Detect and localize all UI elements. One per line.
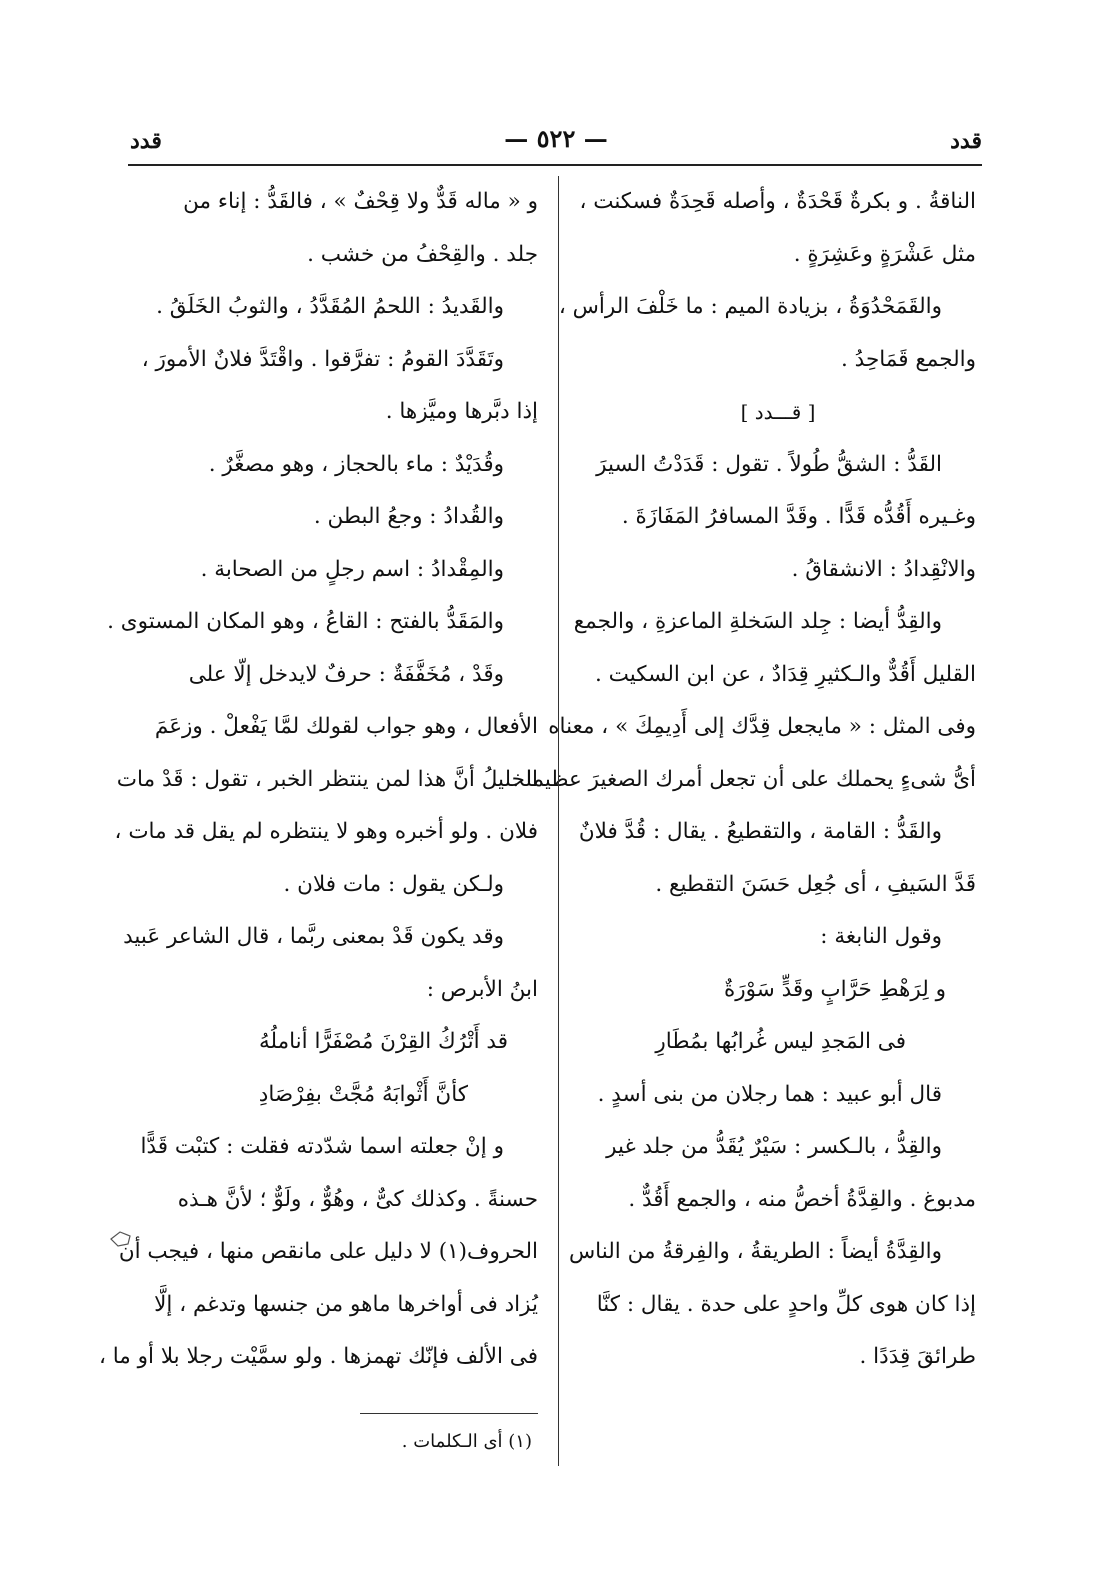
- text-line: والمَقَدُّ بالفتح : القاعُ ، وهو المكان المستوى .: [107, 609, 504, 634]
- text-line: أىُّ شىءٍ يحملك على أن تجعل أمرك الصغيرَ عظيما .: [512, 766, 976, 792]
- text-line: مدبوغ . والقِدَّةُ أخصُّ منه ، والجمع أَقُدٌّ .: [628, 1186, 976, 1212]
- footnote-text: (١) أى الـكلمات .: [401, 1431, 532, 1452]
- verse-line: قد أَتْرُكُ القِرْنَ مُصْفَرًّا أناملُهُ: [258, 1029, 508, 1054]
- text-line: وغـيره أَقُدُّه قَدًّا . وقَدَّ المسافرُ المَفَازَةَ .: [621, 504, 976, 529]
- text-line: والقَديدُ : اللحمُ المُقَدَّدُ ، والثوبُ الخَلَقُ .: [156, 294, 504, 319]
- text-line: ولـكن يقول : مات فلان .: [283, 871, 504, 897]
- text-line: الخليلُ أنَّ هذا لمن ينتظر الخبر ، تقول : قَدْ مات: [116, 766, 538, 792]
- text-line: والقِدُّ أيضا : جِلد السَخلةِ الماعزةِ ، والجمع: [573, 609, 942, 634]
- page-header: [130, 122, 982, 162]
- page-number: — ٥٢٢ —: [504, 124, 608, 153]
- margin-mark-icon: [108, 1228, 134, 1250]
- text-line: قَدَّ السَيفِ ، أى جُعِل حَسَنَ التقطيع .: [655, 871, 976, 897]
- text-line: والجمع قَمَاحِدُ .: [841, 346, 976, 372]
- text-line: حسنةً . وكذلك كىٌّ ، وهُوٌّ ، ولَوٌّ ؛ لأنَّ هـذه: [177, 1186, 538, 1212]
- text-line: وقَدْ ، مُخَفَّفَةٌ : حرفٌ لايدخل إلّا على: [188, 661, 504, 687]
- verse-line: و لِرَهْطِ حَرَّابٍ وقَدٍّ سَوْرَةٌ: [724, 976, 946, 1002]
- text-line: والانْقِدادُ : الانشقاقُ .: [791, 556, 976, 582]
- section-heading: [ قـــدد ]: [740, 400, 816, 424]
- verse-line: فى المَجدِ ليس غُرابُها بمُطَارِ: [655, 1029, 906, 1054]
- text-line: وفى المثل : « مايجعل قِدَّك إلى أَدِيمِكَ » ، معناه: [548, 714, 976, 739]
- running-head-right: قدد: [950, 128, 982, 154]
- text-line: والقَدُّ : القامة ، والتقطيعُ . يقال : قُدَّ فلانٌ: [578, 819, 942, 844]
- text-line: مثل عَشْرَةٍ وعَشِرَةٍ .: [793, 241, 976, 267]
- text-line: وقُدَيْدٌ : ماء بالحجاز ، وهو مصغَّرٌ .: [208, 451, 504, 477]
- right-column: [512, 176, 976, 1384]
- text-line: الأفعال ، وهو جواب لقولك لمَّا يَفْعلْ . وزعَمَ: [154, 714, 538, 739]
- text-line: يُزاد فى أواخرها ماهو من جنسها وتدغم ، إلَّا: [154, 1291, 538, 1317]
- text-line: القَدُّ : الشقُّ طُولاً . تقول : قَدَدْتُ السيرَ: [596, 451, 942, 477]
- text-line: ابنُ الأبرص :: [426, 976, 538, 1002]
- running-head-left: قدد: [130, 128, 162, 154]
- text-line: فى الألف فإنّك تهمزها . ولو سمَّيْت رجلا بلا أو ما ،: [98, 1344, 538, 1369]
- text-line: طرائقَ قِدَدًا .: [859, 1344, 976, 1369]
- text-line: والقِدُّ ، بالـكسر : سَيْرٌ يُقَدُّ من جلد غير: [606, 1134, 942, 1159]
- text-line: إذا دبَّرها وميَّزها .: [385, 399, 538, 424]
- verse-intro: وقول النابغة :: [820, 924, 942, 949]
- text-line: الناقةُ . و بكرةٌ قَحْدَةٌ ، وأصله قَحِدَةٌ فسكنت ،: [579, 189, 976, 214]
- text-line: والقِدَّةُ أيضاً : الطريقةُ ، والفِرقةُ من الناس: [568, 1239, 942, 1264]
- text-line: وتَقَدَّدَ القومُ : تفرَّقوا . واقْتَدَّ فلانٌ الأمورَ ،: [141, 346, 504, 372]
- text-line: والمِقْدادُ : اسم رجلٍ من الصحابة .: [200, 556, 504, 582]
- text-line: جلد . والقِحْفُ من خشب .: [307, 241, 538, 267]
- column-divider: [558, 176, 559, 1466]
- text-line: وقد يكون قَدْ بمعنى ربَّما ، قال الشاعر عَبيد: [123, 924, 504, 949]
- text-line: القليل أَقُدٌّ والـكثيرِ قِدَادٌ ، عن ابن السكيت .: [595, 661, 976, 687]
- left-column: [98, 176, 538, 1384]
- text-line: إذا كان هوى كلِّ واحدٍ على حدة . يقال : كنَّا: [596, 1291, 976, 1317]
- header-rule: [128, 164, 982, 166]
- text-line: و « ماله قَدٌّ ولا قِحْفٌ » ، فالقَدُّ : إناء من: [183, 189, 538, 214]
- text-line: والقُدادُ : وجعُ البطن .: [313, 504, 504, 529]
- footnote: [132, 1424, 538, 1460]
- text-line: قال أبو عبيد : هما رجلان من بنى أسدٍ .: [597, 1081, 942, 1107]
- footnote-rule: [360, 1413, 538, 1414]
- text-line: والقَمَحْدُوَةُ ، بزيادة الميم : ما خَلْفَ الرأس ،: [558, 294, 942, 319]
- verse-line: كأنَّ أَثْوابَهُ مُجَّتْ بفِرْصَادِ: [258, 1081, 468, 1107]
- text-line: و إنْ جعلته اسما شدّدته فقلت : كتبْت قَدًّا: [140, 1134, 504, 1159]
- text-line: الحروف(١) لا دليل على مانقص منها ، فيجب أن: [118, 1239, 538, 1264]
- text-line: فلان . ولو أخبره وهو لا ينتظره لم يقل قد مات ،: [114, 819, 538, 844]
